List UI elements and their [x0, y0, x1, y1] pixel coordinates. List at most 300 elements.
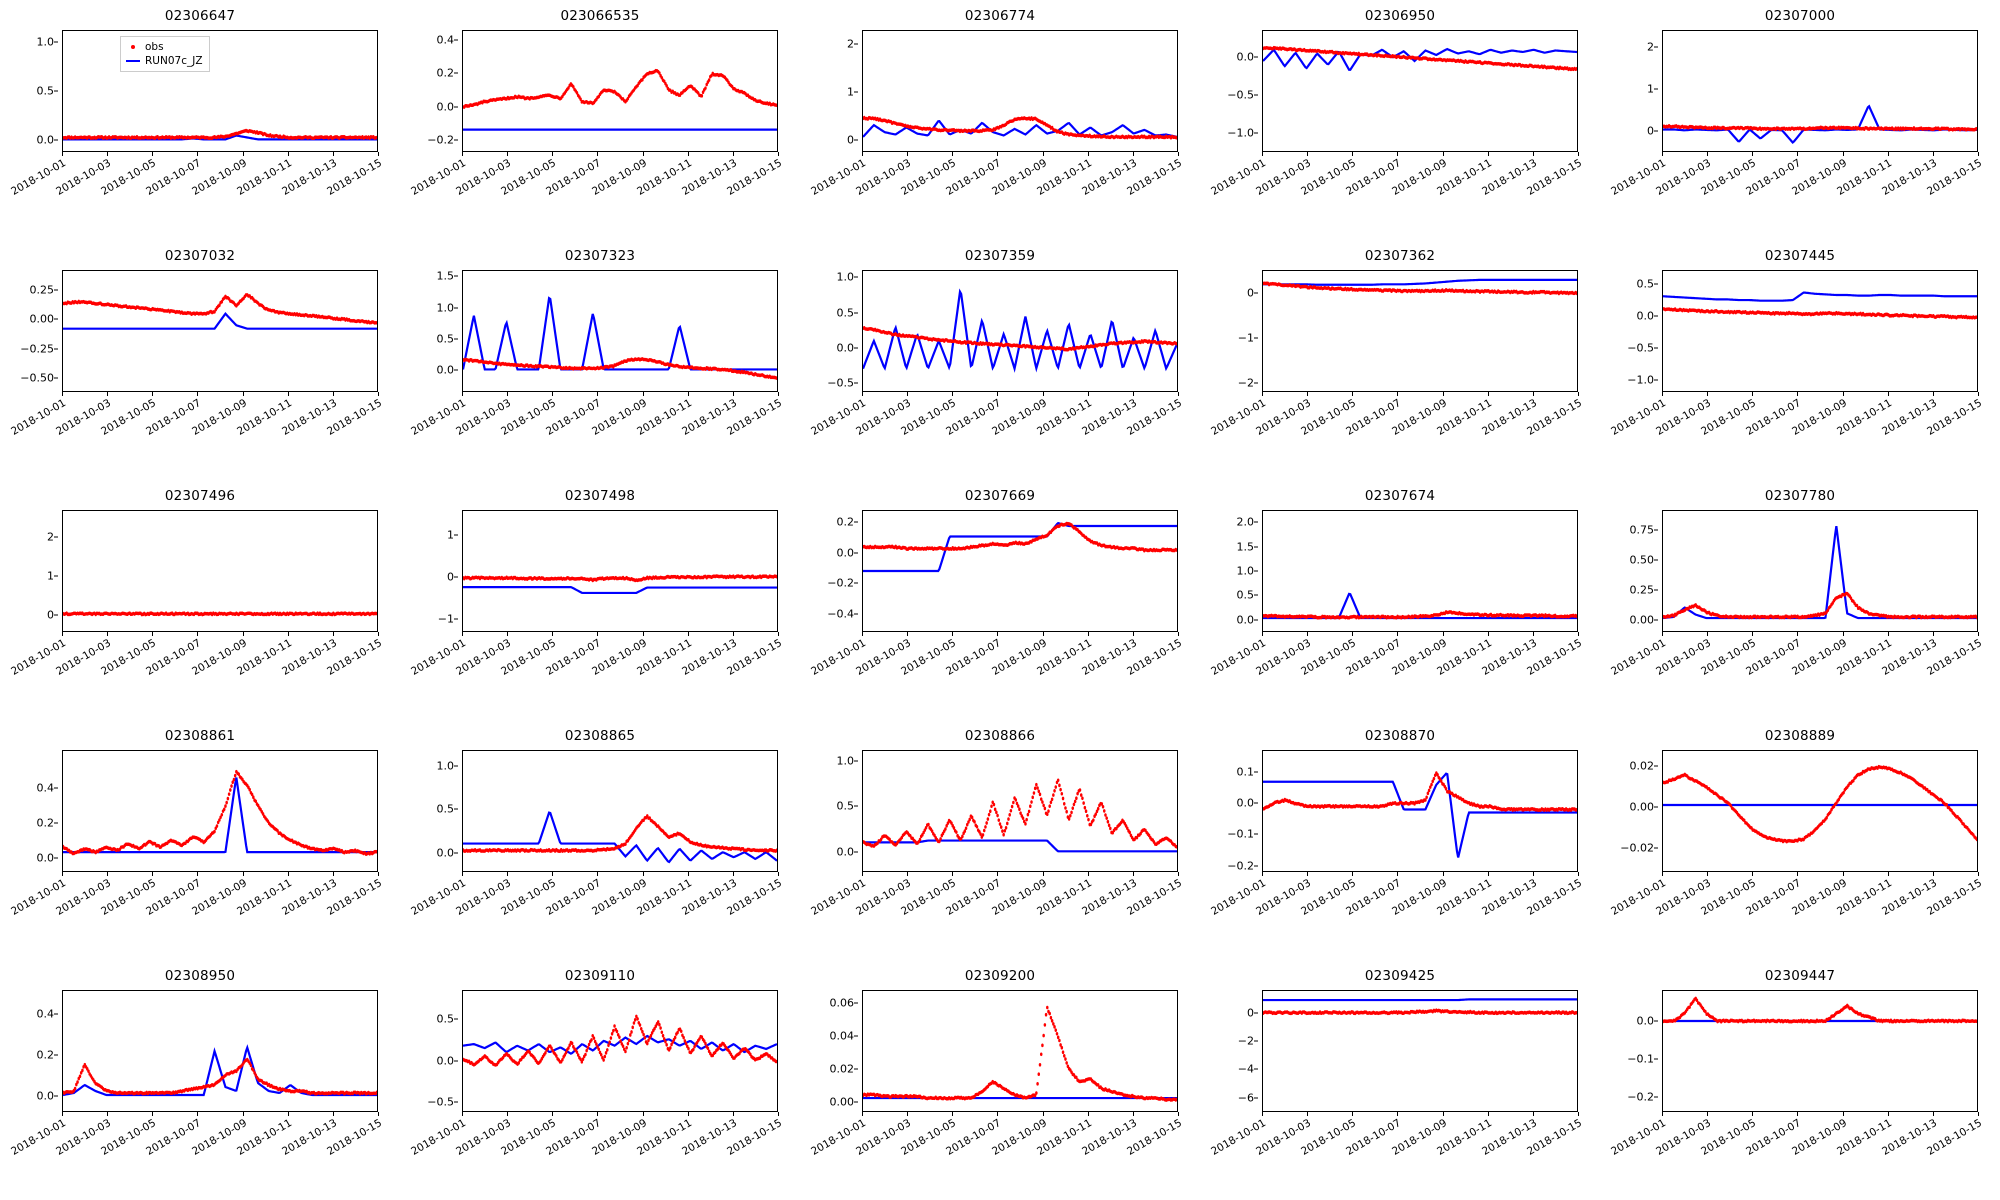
x-tick-label: 2018-10-13 — [679, 157, 739, 198]
x-tick-label: 2018-10-11 — [1834, 397, 1894, 438]
y-tick-label: 0.00 — [1629, 613, 1654, 627]
x-tick-label: 2018-10-15 — [1525, 397, 1584, 438]
y-tick-mark — [1654, 130, 1658, 131]
x-tick-mark — [1578, 152, 1579, 156]
plot-area — [800, 26, 1200, 240]
x-tick-label: 2018-10-07 — [1744, 1117, 1804, 1158]
y-tick-label: 0.25 — [1629, 583, 1654, 597]
plot-area — [0, 26, 400, 240]
panel-title: 02308861 — [164, 728, 236, 744]
y-axis — [0, 750, 58, 872]
x-tick-mark — [288, 632, 289, 636]
subplot-panel — [800, 0, 1200, 240]
x-tick-label: 2018-10-09 — [189, 1117, 249, 1158]
subplot-panel — [800, 960, 1200, 1200]
y-axis — [1600, 510, 1658, 632]
x-tick-label: 2018-10-05 — [899, 877, 959, 918]
x-tick-label: 2018-10-13 — [279, 637, 339, 678]
y-tick-mark — [1654, 847, 1658, 848]
x-tick-label: 2018-10-01 — [9, 157, 69, 198]
panel-title: 02309110 — [564, 968, 636, 984]
x-tick-mark — [1133, 872, 1134, 876]
x-tick-label: 2018-10-01 — [409, 157, 468, 198]
x-tick-label: 2018-10-07 — [944, 637, 1004, 678]
x-tick-label: 2018-10-05 — [1699, 1117, 1759, 1158]
x-tick-label: 2018-10-01 — [1209, 397, 1268, 438]
y-tick-mark — [1254, 1041, 1258, 1042]
x-tick-mark — [1088, 392, 1089, 396]
y-axis — [400, 750, 458, 872]
x-tick-mark — [1707, 872, 1708, 876]
subplot-panel — [1200, 240, 1600, 480]
y-tick-label: 0 — [1647, 124, 1654, 138]
model-series-line — [1263, 999, 1577, 1000]
subplot-panel — [0, 720, 400, 960]
y-tick-label: 0.02 — [1629, 759, 1654, 773]
plot-area — [1600, 266, 2000, 480]
model-series-line — [1663, 293, 1977, 301]
x-tick-mark — [62, 1112, 63, 1116]
x-tick-label: 2018-10-03 — [1654, 157, 1714, 198]
x-tick-label: 2018-10-15 — [325, 877, 384, 918]
subplot-panel — [800, 720, 1200, 960]
y-tick-mark — [54, 1095, 58, 1096]
x-axis-ticks — [462, 1112, 778, 1116]
x-axis-ticks — [1662, 632, 1978, 636]
x-axis-labels — [0, 637, 400, 697]
x-tick-label: 2018-10-13 — [1479, 397, 1539, 438]
x-tick-label: 2018-10-05 — [99, 1117, 159, 1158]
x-tick-mark — [1662, 872, 1663, 876]
x-axis-labels — [400, 637, 800, 697]
y-tick-mark — [854, 383, 858, 384]
y-tick-mark — [1254, 619, 1258, 620]
y-tick-mark — [1654, 806, 1658, 807]
obs-series-markers — [863, 778, 1177, 848]
subplot-panel — [400, 480, 800, 720]
x-tick-mark — [862, 632, 863, 636]
y-tick-label: 0.5 — [836, 799, 854, 813]
y-tick-mark — [1654, 348, 1658, 349]
y-axis — [1600, 750, 1658, 872]
y-tick-mark — [854, 583, 858, 584]
x-tick-mark — [152, 152, 153, 156]
axes-frame — [462, 750, 778, 872]
x-tick-mark — [1307, 872, 1308, 876]
x-axis-ticks — [862, 152, 1178, 156]
x-tick-mark — [688, 392, 689, 396]
panel-title: 02308950 — [164, 968, 236, 984]
x-tick-mark — [597, 872, 598, 876]
y-tick-mark — [54, 858, 58, 859]
x-tick-label: 2018-10-07 — [944, 397, 1004, 438]
y-axis — [400, 510, 458, 632]
y-tick-label: 0.0 — [1236, 613, 1254, 627]
y-tick-label: −0.5 — [1627, 341, 1654, 355]
y-tick-label: 1 — [47, 569, 54, 583]
y-tick-label: 0.2 — [36, 816, 54, 830]
x-tick-mark — [1488, 392, 1489, 396]
y-tick-mark — [1254, 571, 1258, 572]
x-tick-mark — [733, 632, 734, 636]
x-tick-label: 2018-10-09 — [989, 1117, 1049, 1158]
x-tick-mark — [1752, 392, 1753, 396]
x-tick-mark — [643, 872, 644, 876]
x-tick-mark — [733, 872, 734, 876]
x-tick-mark — [1178, 632, 1179, 636]
obs-series-markers — [63, 770, 377, 856]
axes-frame — [862, 30, 1178, 152]
x-tick-mark — [288, 152, 289, 156]
x-tick-label: 2018-10-11 — [1434, 877, 1494, 918]
axes-frame — [1262, 30, 1578, 152]
x-tick-label: 2018-10-13 — [1079, 397, 1139, 438]
y-tick-label: 0.00 — [829, 1095, 854, 1109]
x-tick-label: 2018-10-03 — [54, 637, 114, 678]
x-tick-label: 2018-10-11 — [1034, 877, 1094, 918]
x-tick-label: 2018-10-07 — [144, 1117, 204, 1158]
x-tick-label: 2018-10-13 — [1479, 1117, 1539, 1158]
plot-area — [800, 266, 1200, 480]
x-tick-mark — [597, 392, 598, 396]
x-tick-label: 2018-10-01 — [409, 877, 468, 918]
x-tick-label: 2018-10-09 — [1789, 157, 1849, 198]
x-tick-label: 2018-10-01 — [809, 1117, 868, 1158]
y-axis — [0, 990, 58, 1112]
y-tick-mark — [1254, 94, 1258, 95]
y-tick-mark — [54, 537, 58, 538]
x-axis-ticks — [862, 632, 1178, 636]
x-tick-mark — [462, 1112, 463, 1116]
x-tick-label: 2018-10-11 — [1834, 637, 1894, 678]
x-tick-label: 2018-10-01 — [809, 877, 868, 918]
x-tick-label: 2018-10-11 — [1434, 397, 1494, 438]
y-tick-mark — [454, 40, 458, 41]
x-axis-ticks — [62, 392, 378, 396]
x-tick-mark — [1707, 392, 1708, 396]
x-tick-mark — [1178, 152, 1179, 156]
x-axis-labels — [800, 637, 1200, 697]
x-tick-mark — [1397, 152, 1398, 156]
x-tick-label: 2018-10-11 — [1834, 877, 1894, 918]
x-tick-label: 2018-10-09 — [989, 637, 1049, 678]
y-tick-label: 0.50 — [1629, 553, 1654, 567]
x-tick-label: 2018-10-15 — [1125, 157, 1184, 198]
y-tick-label: −0.1 — [1627, 1052, 1654, 1066]
panel-title: 02307669 — [964, 488, 1036, 504]
x-tick-label: 2018-10-03 — [854, 637, 914, 678]
y-tick-label: 1.0 — [836, 754, 854, 768]
x-tick-label: 2018-10-07 — [1744, 637, 1804, 678]
y-tick-label: −0.1 — [1227, 827, 1254, 841]
y-axis — [400, 270, 458, 392]
x-tick-mark — [197, 632, 198, 636]
x-tick-mark — [107, 872, 108, 876]
axes-frame — [462, 990, 778, 1112]
y-tick-label: 0.02 — [829, 1062, 854, 1076]
x-tick-mark — [1533, 152, 1534, 156]
plot-area — [1200, 26, 1600, 240]
x-axis-labels — [0, 397, 400, 457]
x-tick-label: 2018-10-03 — [454, 637, 514, 678]
x-tick-label: 2018-10-05 — [499, 637, 559, 678]
x-tick-mark — [197, 872, 198, 876]
x-tick-label: 2018-10-09 — [1389, 637, 1449, 678]
axes-frame — [1262, 750, 1578, 872]
axes-frame — [862, 990, 1178, 1112]
x-tick-label: 2018-10-11 — [234, 157, 294, 198]
x-tick-mark — [1933, 392, 1934, 396]
x-tick-mark — [1043, 1112, 1044, 1116]
y-tick-mark — [54, 319, 58, 320]
x-tick-label: 2018-10-07 — [1344, 157, 1404, 198]
x-tick-label: 2018-10-03 — [454, 397, 514, 438]
x-axis-labels — [800, 877, 1200, 937]
y-tick-label: 0.04 — [829, 1029, 854, 1043]
panel-title: 02307000 — [1764, 8, 1836, 24]
subplot-panel — [1600, 480, 2000, 720]
x-tick-mark — [1043, 632, 1044, 636]
y-tick-mark — [54, 1014, 58, 1015]
x-tick-label: 2018-10-03 — [454, 877, 514, 918]
x-tick-label: 2018-10-11 — [234, 637, 294, 678]
y-tick-label: −0.5 — [427, 1095, 454, 1109]
x-tick-mark — [1352, 872, 1353, 876]
x-tick-label: 2018-10-11 — [1434, 1117, 1494, 1158]
x-tick-label: 2018-10-09 — [589, 157, 649, 198]
y-tick-label: 0.4 — [436, 33, 454, 47]
x-tick-mark — [1578, 1112, 1579, 1116]
x-tick-mark — [243, 392, 244, 396]
plot-area — [800, 986, 1200, 1200]
axes-frame — [462, 270, 778, 392]
panel-title: 02307323 — [564, 248, 636, 264]
obs-series-markers — [1263, 1008, 1577, 1015]
model-line-icon — [126, 56, 140, 66]
x-tick-label: 2018-10-01 — [809, 157, 868, 198]
x-tick-mark — [733, 1112, 734, 1116]
x-tick-mark — [1443, 1112, 1444, 1116]
plot-area — [400, 266, 800, 480]
x-tick-label: 2018-10-15 — [725, 157, 784, 198]
x-tick-label: 2018-10-11 — [1034, 157, 1094, 198]
y-tick-label: 0.1 — [1236, 765, 1254, 779]
x-axis-labels — [800, 157, 1200, 217]
x-tick-label: 2018-10-15 — [725, 1117, 784, 1158]
subplot-panel — [1200, 720, 1600, 960]
y-tick-label: −1.0 — [1227, 126, 1254, 140]
y-tick-label: −0.50 — [20, 371, 54, 385]
y-axis — [1600, 30, 1658, 152]
y-axis — [1200, 30, 1258, 152]
y-tick-label: 0.5 — [36, 84, 54, 98]
x-tick-mark — [378, 872, 379, 876]
axes-frame — [1662, 30, 1978, 152]
x-tick-label: 2018-10-01 — [9, 1117, 69, 1158]
x-axis-labels — [1600, 157, 2000, 217]
x-tick-label: 2018-10-03 — [1654, 637, 1714, 678]
y-tick-mark — [1254, 382, 1258, 383]
x-tick-mark — [1043, 392, 1044, 396]
x-tick-mark — [597, 152, 598, 156]
model-series-line — [1663, 526, 1977, 618]
y-tick-label: 0 — [47, 608, 54, 622]
x-tick-label: 2018-10-07 — [544, 157, 604, 198]
y-tick-mark — [1654, 1096, 1658, 1097]
subplot-panel — [400, 720, 800, 960]
panel-title: 02306774 — [964, 8, 1036, 24]
x-axis-ticks — [1262, 392, 1578, 396]
x-tick-label: 2018-10-03 — [54, 157, 114, 198]
axes-frame — [1662, 510, 1978, 632]
x-axis-labels — [800, 397, 1200, 457]
x-axis-ticks — [862, 392, 1178, 396]
y-tick-label: 0.0 — [36, 133, 54, 147]
plot-area — [0, 746, 400, 960]
subplot-panel — [1200, 480, 1600, 720]
x-tick-label: 2018-10-15 — [325, 157, 384, 198]
x-tick-mark — [862, 1112, 863, 1116]
x-tick-mark — [1707, 632, 1708, 636]
x-axis-labels — [400, 397, 800, 457]
x-tick-mark — [333, 872, 334, 876]
x-tick-label: 2018-10-09 — [189, 877, 249, 918]
x-axis-ticks — [62, 632, 378, 636]
x-tick-mark — [1443, 632, 1444, 636]
y-tick-mark — [454, 338, 458, 339]
x-tick-label: 2018-10-05 — [99, 877, 159, 918]
y-tick-mark — [54, 140, 58, 141]
y-tick-mark — [854, 1102, 858, 1103]
y-tick-label: 2 — [47, 530, 54, 544]
x-tick-mark — [1488, 1112, 1489, 1116]
y-tick-label: 0.5 — [836, 306, 854, 320]
y-tick-label: −0.2 — [427, 133, 454, 147]
x-tick-mark — [1133, 632, 1134, 636]
y-axis — [1200, 990, 1258, 1112]
y-axis — [400, 30, 458, 152]
x-tick-label: 2018-10-11 — [1034, 397, 1094, 438]
x-axis-ticks — [1262, 152, 1578, 156]
x-tick-mark — [688, 632, 689, 636]
x-tick-label: 2018-10-13 — [1079, 157, 1139, 198]
panel-title: 02307445 — [1764, 248, 1836, 264]
x-axis-ticks — [1662, 152, 1978, 156]
y-tick-mark — [854, 44, 858, 45]
y-tick-label: −0.4 — [827, 607, 854, 621]
y-tick-mark — [454, 577, 458, 578]
x-tick-label: 2018-10-13 — [1079, 1117, 1139, 1158]
x-tick-mark — [1752, 632, 1753, 636]
y-tick-mark — [854, 277, 858, 278]
x-axis-labels — [1200, 157, 1600, 217]
y-tick-mark — [1254, 834, 1258, 835]
x-tick-label: 2018-10-05 — [99, 157, 159, 198]
x-tick-mark — [952, 152, 953, 156]
y-tick-mark — [1254, 1097, 1258, 1098]
x-tick-label: 2018-10-05 — [1299, 397, 1359, 438]
x-tick-mark — [197, 392, 198, 396]
x-tick-label: 2018-10-15 — [725, 637, 784, 678]
x-tick-mark — [378, 1112, 379, 1116]
x-tick-mark — [1133, 1112, 1134, 1116]
y-tick-mark — [1254, 132, 1258, 133]
x-tick-mark — [1888, 632, 1889, 636]
x-tick-label: 2018-10-09 — [189, 397, 249, 438]
y-tick-mark — [1254, 771, 1258, 772]
x-tick-label: 2018-10-11 — [1834, 157, 1894, 198]
y-axis — [1200, 750, 1258, 872]
x-tick-mark — [1262, 1112, 1263, 1116]
x-tick-label: 2018-10-11 — [634, 637, 694, 678]
y-tick-label: 0.4 — [36, 781, 54, 795]
x-tick-label: 2018-10-07 — [544, 637, 604, 678]
y-tick-mark — [454, 73, 458, 74]
y-tick-label: 1 — [1647, 82, 1654, 96]
x-tick-label: 2018-10-13 — [279, 877, 339, 918]
x-axis-ticks — [462, 152, 778, 156]
model-series-line — [1263, 774, 1577, 858]
x-tick-mark — [1533, 632, 1534, 636]
x-tick-mark — [643, 1112, 644, 1116]
y-tick-label: −0.5 — [1227, 88, 1254, 102]
x-tick-mark — [1578, 392, 1579, 396]
y-tick-mark — [454, 140, 458, 141]
x-tick-label: 2018-10-07 — [1744, 877, 1804, 918]
y-tick-label: −0.5 — [827, 376, 854, 390]
x-tick-label: 2018-10-07 — [944, 877, 1004, 918]
y-tick-mark — [1654, 46, 1658, 47]
x-axis-labels — [1600, 1117, 2000, 1177]
x-tick-mark — [197, 1112, 198, 1116]
x-tick-mark — [952, 1112, 953, 1116]
x-tick-mark — [778, 152, 779, 156]
x-tick-label: 2018-10-07 — [1344, 1117, 1404, 1158]
panel-title: 02306950 — [1364, 8, 1436, 24]
x-tick-mark — [243, 152, 244, 156]
y-tick-label: −6 — [1237, 1091, 1254, 1105]
axes-frame — [1662, 990, 1978, 1112]
panel-title: 02308870 — [1364, 728, 1436, 744]
x-axis-labels — [1200, 1117, 1600, 1177]
y-axis — [0, 510, 58, 632]
y-tick-label: −0.02 — [1620, 841, 1654, 855]
plot-area — [400, 746, 800, 960]
legend-label-obs: obs — [145, 41, 164, 53]
x-tick-label: 2018-10-09 — [1789, 637, 1849, 678]
x-tick-mark — [152, 872, 153, 876]
y-tick-label: 1 — [447, 528, 454, 542]
obs-series-markers — [1663, 307, 1977, 320]
y-tick-label: 0.0 — [36, 851, 54, 865]
x-tick-label: 2018-10-13 — [1879, 877, 1939, 918]
x-tick-label: 2018-10-07 — [1344, 397, 1404, 438]
y-tick-label: 0.0 — [836, 845, 854, 859]
x-tick-mark — [643, 152, 644, 156]
x-tick-label: 2018-10-01 — [409, 637, 468, 678]
x-tick-label: 2018-10-07 — [544, 397, 604, 438]
x-tick-label: 2018-10-05 — [899, 397, 959, 438]
x-axis-labels — [1200, 877, 1600, 937]
panel-title: 02307362 — [1364, 248, 1436, 264]
y-tick-label: 2 — [1647, 40, 1654, 54]
x-tick-label: 2018-10-07 — [1344, 877, 1404, 918]
x-tick-label: 2018-10-01 — [409, 1117, 468, 1158]
x-tick-mark — [1978, 1112, 1979, 1116]
x-tick-mark — [1178, 392, 1179, 396]
x-tick-label: 2018-10-15 — [1525, 157, 1584, 198]
y-tick-label: 0.0 — [36, 1089, 54, 1103]
